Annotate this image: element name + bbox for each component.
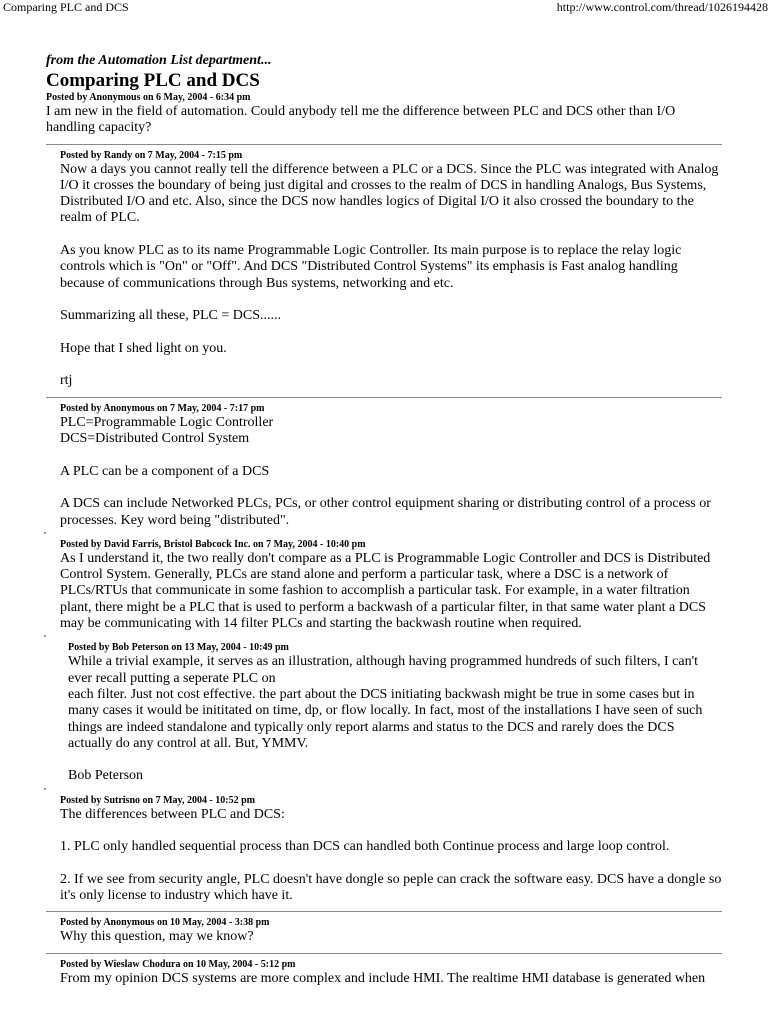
post-meta: Posted by Bob Peterson on 13 May, 2004 - 10:49 pm [68, 642, 289, 654]
post-body [60, 551, 724, 632]
post-divider [46, 911, 722, 912]
post-reply [46, 403, 724, 529]
department-label: from the Automation List department... [46, 53, 272, 68]
post-divider [46, 397, 722, 398]
post-paragraph: As you know PLC as to its name Programmable Logic Controller. Its main purpose is to replace the relay logic controls which is "On" or "Off". And DCS "Distributed Control Systems" its emphasis is Fast analog handling because of communications through Bus systems, networking and etc. [60, 243, 682, 291]
post-meta: Posted by Sutrisno on 7 May, 2004 - 10:52 pm [60, 794, 256, 806]
thread-content [46, 52, 722, 987]
post-paragraph: 2. If we see from security angle, PLC doesn't have dongle so peple can crack the software easy. DCS have a dongle so it's only license to industry which have it. [60, 871, 722, 904]
post-paragraph: I am new in the field of automation. Could anybody tell me the difference between PLC and DCS other than I/O handling capacity? [46, 104, 676, 136]
post-paragraph: As I understand it, the two really don't compare as a PLC is Programmable Logic Controller and DCS is Distributed Control System. Generally, PLCs are stand alone and perform a particular task, where a DSC is a network of PLCs/RTUs that communicate in some fashion to accomplish a particular task. For example, in a water filtration plant, there might be a PLC that is used to perform a backwash of a particular filter, in that same water plant a DCS may be communicating with 14 filter PLCs and starting the backwash routine when required. [60, 550, 711, 632]
print-header-url[interactable]: http://www.control.com/thread/1026194428 [556, 0, 768, 14]
post-body [46, 104, 722, 137]
nested-divider [46, 529, 722, 539]
nested-divider [46, 785, 722, 795]
post-reply [46, 150, 724, 390]
nested-divider [46, 632, 722, 642]
post-original [46, 92, 722, 137]
print-header [0, 0, 768, 16]
post-paragraph: Hope that I shed light on you. [60, 340, 227, 356]
post-paragraph: Bob Peterson [68, 768, 144, 784]
post-body [60, 807, 724, 905]
post-reply [46, 795, 724, 905]
post-paragraph: While a trivial example, it serves as an illustration, although having programmed hundreds of such filters, I can't ever recall putting a seperate PLC on [68, 654, 699, 686]
post-divider [46, 953, 722, 954]
post-paragraph: DCS=Distributed Control System [60, 431, 250, 447]
post-paragraph: 1. PLC only handled sequential process than DCS can handled both Continue process and large loop control. [60, 839, 670, 855]
post-meta: Posted by Anonymous on 7 May, 2004 - 7:17 pm [60, 402, 265, 414]
post-paragraph: From my opinion DCS systems are more complex and include HMI. The realtime HMI database is generated when [60, 970, 706, 986]
post-paragraph: The differences between PLC and DCS: [60, 806, 285, 822]
post-meta: Posted by Wieslaw Chodura on 10 May, 2004 - 5:12 pm [60, 958, 296, 970]
post-paragraph: rtj [60, 373, 73, 389]
post-reply [46, 539, 724, 632]
thread-title: Comparing PLC and DCS [46, 70, 260, 91]
post-paragraph: PLC=Programmable Logic Controller [60, 414, 274, 430]
post-body [60, 929, 724, 945]
post-meta: Posted by Anonymous on 6 May, 2004 - 6:34 pm [46, 92, 251, 103]
post-body [60, 971, 724, 987]
post-paragraph: each filter. Just not cost effective. the part about the DCS initiating backwash might be true in some cases but in many cases it would be inititated on time, dp, or flow locally. In fact, most of the installations I have seen of such things are indeed standalone and typically only report alarms and status to the DCS and rarely does the DCS actually do any control at all. But, YMMV. [68, 686, 703, 751]
post-body [68, 654, 722, 784]
post-body [60, 162, 724, 390]
post-paragraph: Why this question, may we know? [60, 929, 254, 945]
post-meta: Posted by Anonymous on 10 May, 2004 - 3:38 pm [60, 917, 270, 929]
post-meta: Posted by David Farris, Bristol Babcock Inc. on 7 May, 2004 - 10:40 pm [60, 538, 366, 550]
post-reply [46, 917, 724, 945]
post-paragraph: Summarizing all these, PLC = DCS...... [60, 308, 281, 324]
post-meta: Posted by Randy on 7 May, 2004 - 7:15 pm [60, 149, 243, 161]
print-header-title: Comparing PLC and DCS [3, 0, 129, 14]
post-nested-reply [46, 642, 722, 784]
post-paragraph: A PLC can be a component of a DCS [60, 463, 270, 479]
post-paragraph: A DCS can include Networked PLCs, PCs, or other control equipment sharing or distributing control of a process or processes. Key word being "distributed". [60, 496, 711, 528]
post-divider [46, 144, 722, 145]
post-paragraph: Now a days you cannot really tell the difference between a PLC or a DCS. Since the PLC was integrated with Analog I/O it crosses the boundary of being just digital and crosses to the realm of DCS in handling Analogs, Bus Systems, Distributed I/O and etc. Also, since the DCS now handles logics of Digital I/O it also crossed the boundary to the realm of PLC. [60, 161, 719, 226]
post-body [60, 415, 724, 529]
post-reply [46, 959, 724, 987]
